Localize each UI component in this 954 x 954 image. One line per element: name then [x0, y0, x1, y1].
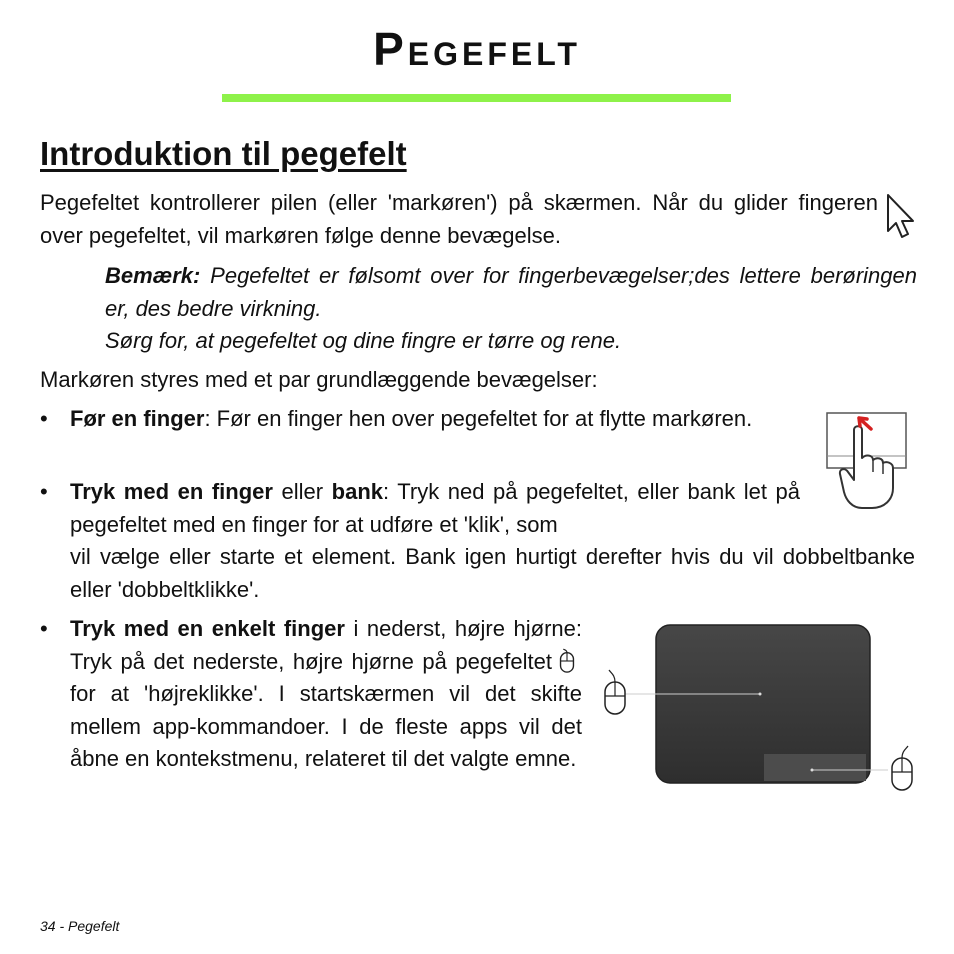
- note-line-2: Sørg for, at pegefeltet og dine fingre er tørre og rene.: [105, 328, 622, 353]
- bullet-single-finger-corner: [70, 613, 582, 776]
- bullet-tap-finger: [70, 476, 800, 541]
- bullet-2-bold-2: bank: [331, 479, 383, 504]
- section-heading: Introduktion til pegefelt: [40, 135, 407, 172]
- intro-paragraph: Pegefeltet kontrollerer pilen (eller 'markøren') på skærmen. Når du glider fingeren over pegefeltet, vil markøren følge denne bevægelse.: [40, 190, 878, 248]
- bullet-2-mid: eller: [272, 479, 332, 504]
- bullet-2-bold-1: Tryk med en finger: [70, 479, 273, 504]
- bullet-1-text: : Før en finger hen over pegefeltet for at flytte markøren.: [204, 406, 753, 431]
- mouse-icon: [558, 649, 576, 673]
- bullet-marker: •: [40, 616, 48, 641]
- touchpad-illustration: [600, 622, 920, 802]
- bullet-tap-finger-continued: vil vælge eller starte et element. Bank igen hurtigt derefter hvis du vil dobbeltbanke eller 'dobbeltklikke'.: [70, 544, 915, 602]
- bullet-3-text-2: for at 'højreklikke'. I startskærmen vil det skifte mellem app-kommandoer. I de fleste apps vil det åbne en kontekstmenu, relateret til det valgte emne.: [70, 681, 582, 771]
- bullet-2-text-1: : Tryk ned på pegefeltet, eller bank let på pegefeltet med en finger for at udføre et 'klik', som: [70, 479, 801, 537]
- note-label: Bemærk:: [105, 263, 201, 288]
- note-block: [105, 260, 917, 358]
- bullet-marker: •: [40, 479, 48, 504]
- note-text-1: Pegefeltet er følsomt over for fingerbevægelser;des lettere berøringen er, des bedre virkning.: [105, 263, 917, 321]
- title-underline-bar: [222, 94, 731, 102]
- note-line-1: [105, 260, 917, 325]
- mouse-icon: [603, 670, 627, 716]
- bullet-3-bold: Tryk med en enkelt finger: [70, 616, 345, 641]
- mouse-icon: [890, 746, 914, 792]
- chapter-title: Pegefelt: [373, 23, 581, 75]
- bullet-3-text-1: i nederst, højre hjørne: Tryk på det nederste, højre hjørne på pegefeltet: [70, 616, 582, 674]
- page-footer: 34 - Pegefelt: [40, 918, 120, 934]
- cursor-arrow-icon: [886, 193, 916, 243]
- bullet-move-finger: [70, 403, 800, 436]
- bullet-marker: •: [40, 406, 48, 431]
- bullet-1-bold: Før en finger: [70, 406, 205, 431]
- lead-paragraph: Markøren styres med et par grundlæggende bevægelser:: [40, 367, 598, 392]
- finger-touchpad-icon: [826, 412, 908, 512]
